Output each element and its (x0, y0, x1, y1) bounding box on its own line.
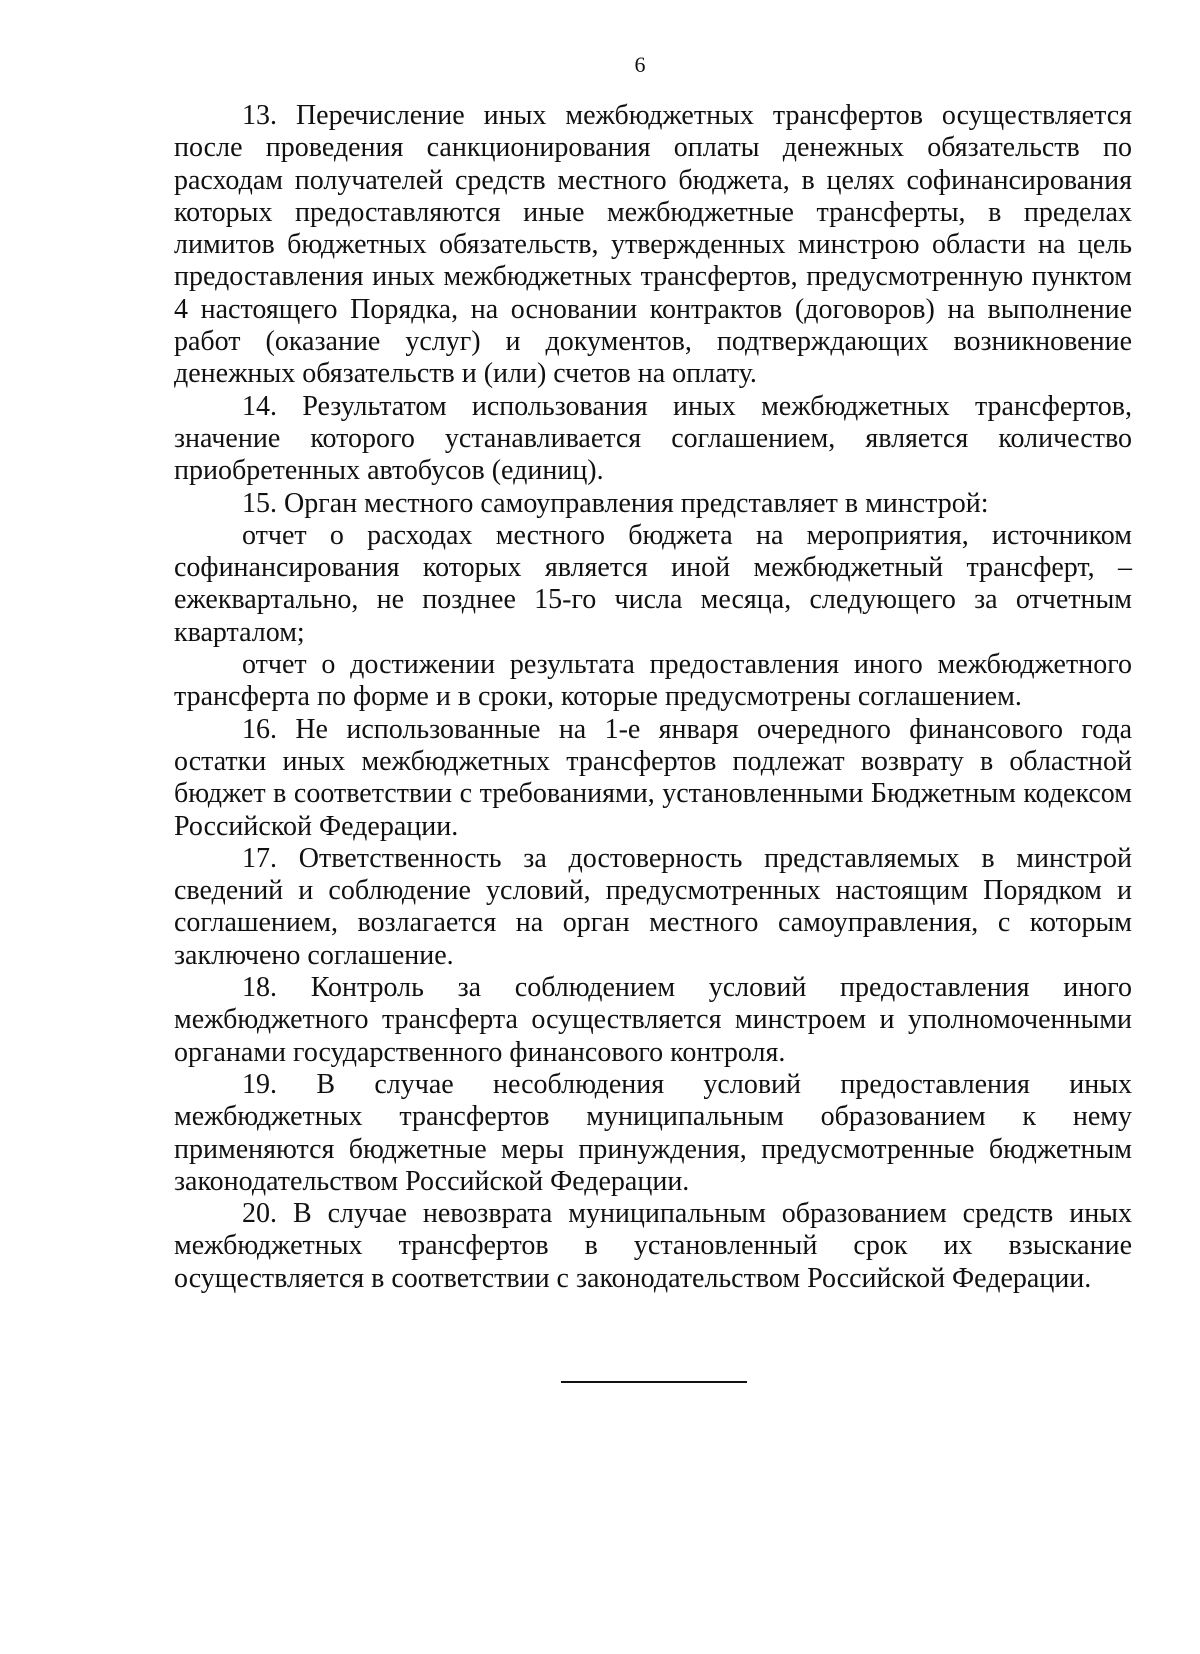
paragraph-19: 19. В случае несоблюдения условий предоставления иных межбюджетных трансфертов муниципальным образованием к нему применяются бюджетные меры принуждения, предусмотренные бюджетным законодательством Российской Федерации. (174, 1068, 1132, 1197)
paragraph-15-report-expenses: отчет о расходах местного бюджета на мероприятия, источником софинансирования которых является иной межбюджетный трансферт, – ежеквартально, не позднее 15-го числа месяца, следующего за отчетным кварталом; (174, 519, 1132, 648)
paragraph-15: 15. Орган местного самоуправления представляет в минстрой: (242, 487, 989, 519)
paragraph-17: 17. Ответственность за достоверность представляемых в минстрой сведений и соблюдение условий, предусмотренных настоящим Порядком и соглашением, возлагается на орган местного самоуправления, с которым заключено соглашение. (174, 842, 1132, 971)
end-divider (561, 1381, 747, 1383)
paragraph-14: 14. Результатом использования иных межбюджетных трансфертов, значение которого устанавливается соглашением, является количество приобретенных автобусов (единиц). (174, 390, 1132, 487)
paragraph-13: 13. Перечисление иных межбюджетных трансфертов осуществляется после проведения санкционирования оплаты денежных обязательств по расходам получателей средств местного бюджета, в целях софинансирования которых предоставляются иные межбюджетные трансферты, в пределах лимитов бюджетных обязательств, утвержденных минстрою области на цель предоставления иных межбюджетных трансфертов, предусмотренную пунктом 4 настоящего Порядка, на основании контрактов (договоров) на выполнение работ (оказание услуг) и документов, подтверждающих возникновение денежных обязательств и (или) счетов на оплату. (174, 100, 1132, 390)
paragraph-15-report-result: отчет о достижении результата предоставления иного межбюджетного трансферта по форме и в сроки, которые предусмотрены соглашением. (174, 649, 1132, 713)
page-number: 6 (634, 52, 646, 77)
paragraph-20: 20. В случае невозврата муниципальным образованием средств иных межбюджетных трансфертов в установленный срок их взыскание осуществляется в соответствии с законодательством Российской Федерации. (174, 1198, 1132, 1294)
paragraph-16: 16. Не использованные на 1-е января очередного финансового года остатки иных межбюджетных трансфертов подлежат возврату в областной бюджет в соответствии с требованиями, установленными Бюджетным кодексом Российской Федерации. (174, 713, 1132, 842)
paragraph-18: 18. Контроль за соблюдением условий предоставления иного межбюджетного трансферта осуществляется минстроем и уполномоченными органами государственного финансового контроля. (174, 972, 1132, 1068)
document-body (174, 100, 1132, 1295)
